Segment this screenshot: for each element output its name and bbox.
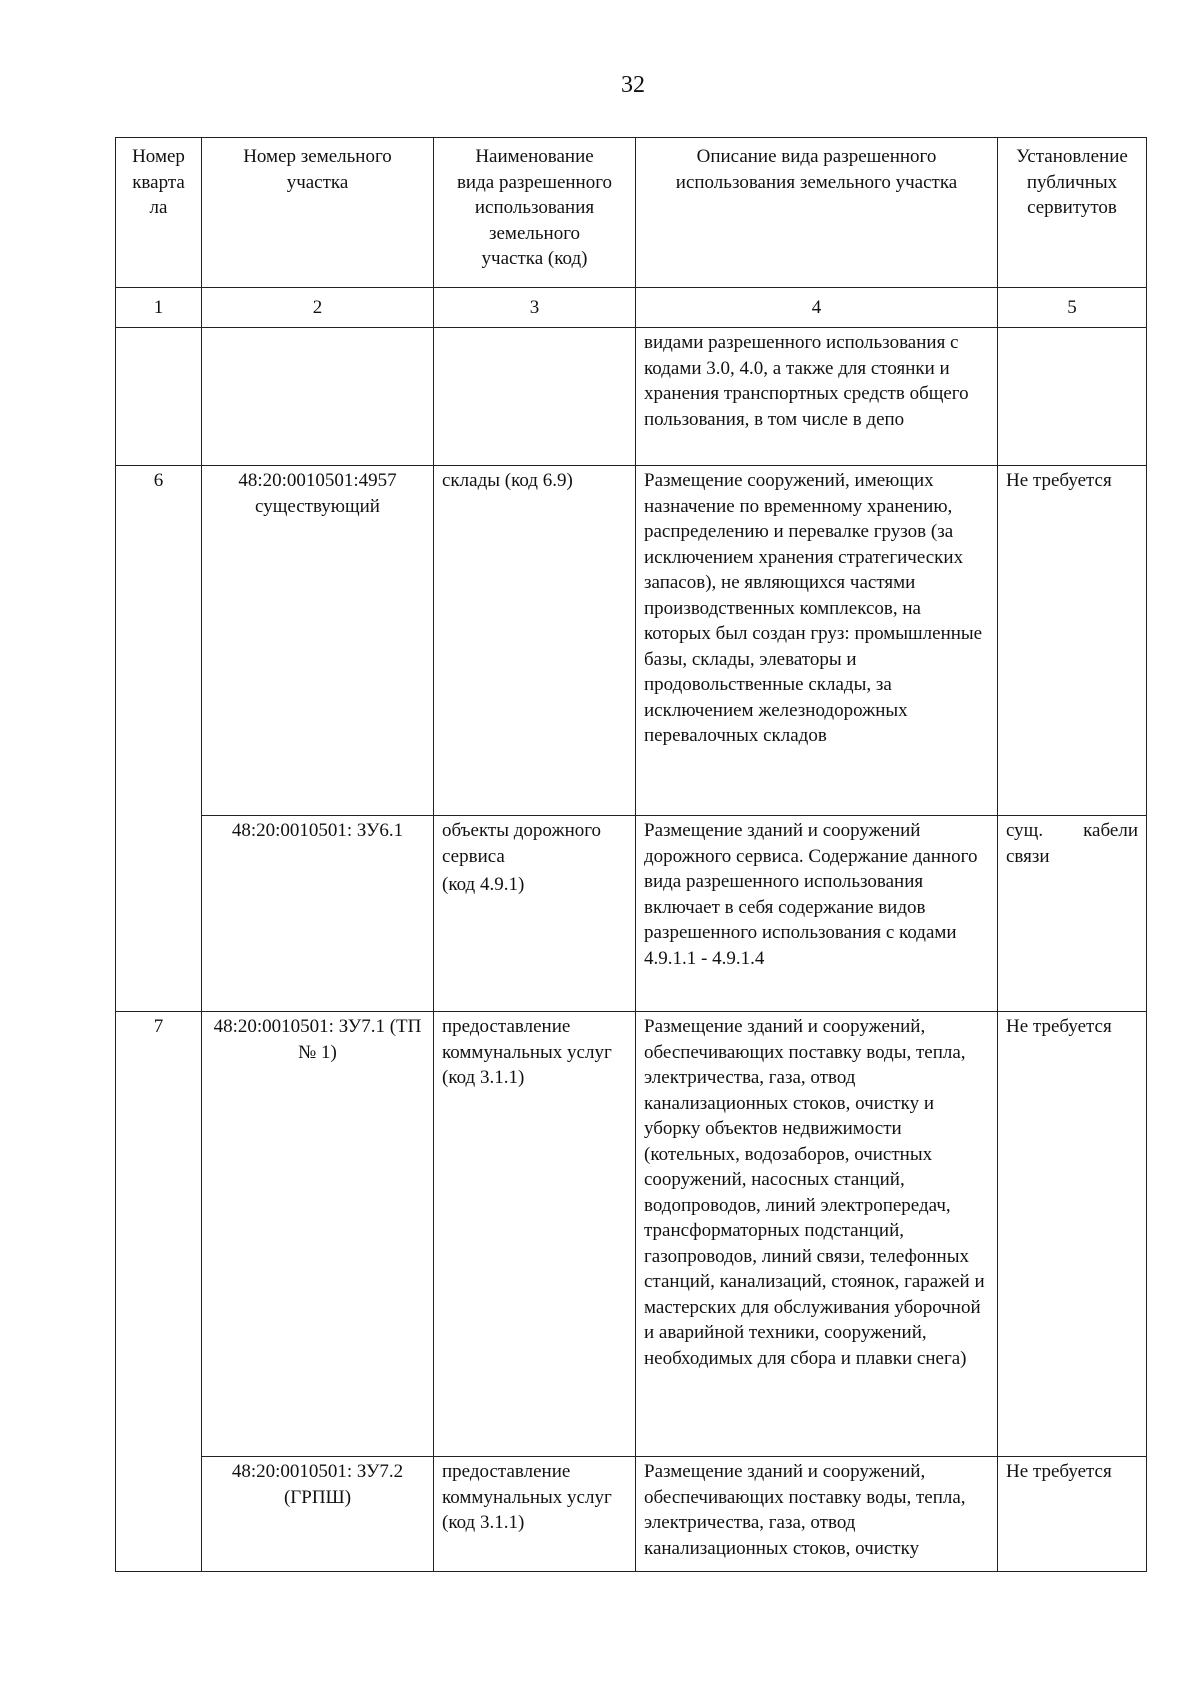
use-cell: предоставление коммунальных услуг (код 3.1.1) — [434, 1012, 636, 1457]
header-line: Наименование — [475, 146, 594, 167]
land-use-table — [115, 137, 1147, 1572]
description-cell: видами разрешенного использования с кодами 3.0, 4.0, а также для стоянки и хранения транспортных средств общего пользования, в том числе в депо — [636, 328, 998, 466]
servitude-cell: Не требуется — [998, 1457, 1147, 1572]
description-cell: Размещение зданий и сооружений дорожного сервиса. Содержание данного вида разрешенного использования включает в себя содержание видов разрешенного использования с кодами 4.9.1.1 - 4.9.1.4 — [636, 816, 998, 1012]
parcel-cell: 48:20:0010501: ЗУ6.1 — [202, 816, 434, 1012]
quarter-cell: 6 — [116, 466, 202, 1012]
column-number: 4 — [636, 288, 998, 328]
table-row — [116, 816, 1147, 1012]
header-line: кварта — [132, 171, 185, 193]
header-line: земельного — [488, 222, 581, 244]
header-line: ла — [149, 197, 168, 218]
servitude-cell: сущ. кабели связи — [998, 816, 1147, 1012]
column-number: 5 — [998, 288, 1147, 328]
parcel-cell: 48:20:0010501: ЗУ7.2 (ГРПШ) — [202, 1457, 434, 1572]
table-row — [116, 466, 1147, 816]
column-number-row — [116, 288, 1147, 328]
header-description — [636, 138, 998, 288]
header-use-name — [434, 138, 636, 288]
header-line: Описание вида разрешенного — [696, 146, 937, 167]
table-row — [116, 1012, 1147, 1457]
header-line: Номер земельного — [243, 146, 392, 167]
header-line: использования земельного участка — [675, 171, 958, 193]
header-parcel — [202, 138, 434, 288]
servitude-cell — [998, 328, 1147, 466]
description-cell: Размещение зданий и сооружений, обеспечивающих поставку воды, тепла, электричества, газа, отвод канализационных стоков, очистку и уборку объектов недвижимости (котельных, водозаборов, очистных сооружений, насосных станций, водопроводов, линий электропередач, трансформаторных подстанций, газопроводов, линий связи, телефонных станций, канализаций, стоянок, гаражей и мастерских для обслуживания уборочной и аварийной техники, сооружений, необходимых для сбора и плавки снега) — [636, 1012, 998, 1457]
table-header-row — [116, 138, 1147, 288]
header-line: вида разрешенного — [456, 171, 613, 193]
column-number: 3 — [434, 288, 636, 328]
servitude-cell: Не требуется — [998, 466, 1147, 816]
parcel-cell: 48:20:0010501: ЗУ7.1 (ТП № 1) — [202, 1012, 434, 1457]
quarter-cell: 7 — [116, 1012, 202, 1572]
table-row — [116, 1457, 1147, 1572]
parcel-cell — [202, 328, 434, 466]
servitude-cell: Не требуется — [998, 1012, 1147, 1457]
use-cell: склады (код 6.9) — [434, 466, 636, 816]
header-line: сервитутов — [1027, 197, 1117, 218]
header-line: участка — [286, 171, 349, 193]
header-line: публичных — [1026, 171, 1118, 193]
header-quarter — [116, 138, 202, 288]
use-name: объекты дорожного сервиса — [442, 820, 602, 867]
description-cell: Размещение зданий и сооружений, обеспечивающих поставку воды, тепла, электричества, газа, отвод канализационных стоков, очистку — [636, 1457, 998, 1572]
header-line: Номер — [132, 146, 185, 167]
quarter-cell — [116, 328, 202, 466]
use-cell — [434, 328, 636, 466]
table-row-continuation — [116, 328, 1147, 466]
use-cell: предоставление коммунальных услуг (код 3.1.1) — [434, 1457, 636, 1572]
column-number: 2 — [202, 288, 434, 328]
page-number: 32 — [621, 72, 645, 98]
header-line: использования — [474, 197, 595, 218]
parcel-cell: 48:20:0010501:4957 существующий — [202, 466, 434, 816]
use-code: (код 4.9.1) — [442, 874, 525, 895]
header-line: участка (код) — [481, 248, 588, 269]
description-cell: Размещение сооружений, имеющих назначение по временному хранению, распределению и перевалке грузов (за исключением хранения стратегических запасов), не являющихся частями производственных комплексов, на которых был создан груз: промышленные базы, склады, элеваторы и продовольственные склады, за исключением железнодорожных перевалочных складов — [636, 466, 998, 816]
column-number: 1 — [116, 288, 202, 328]
header-line: Установление — [1016, 146, 1128, 167]
header-servitude — [998, 138, 1147, 288]
use-cell — [434, 816, 636, 1012]
